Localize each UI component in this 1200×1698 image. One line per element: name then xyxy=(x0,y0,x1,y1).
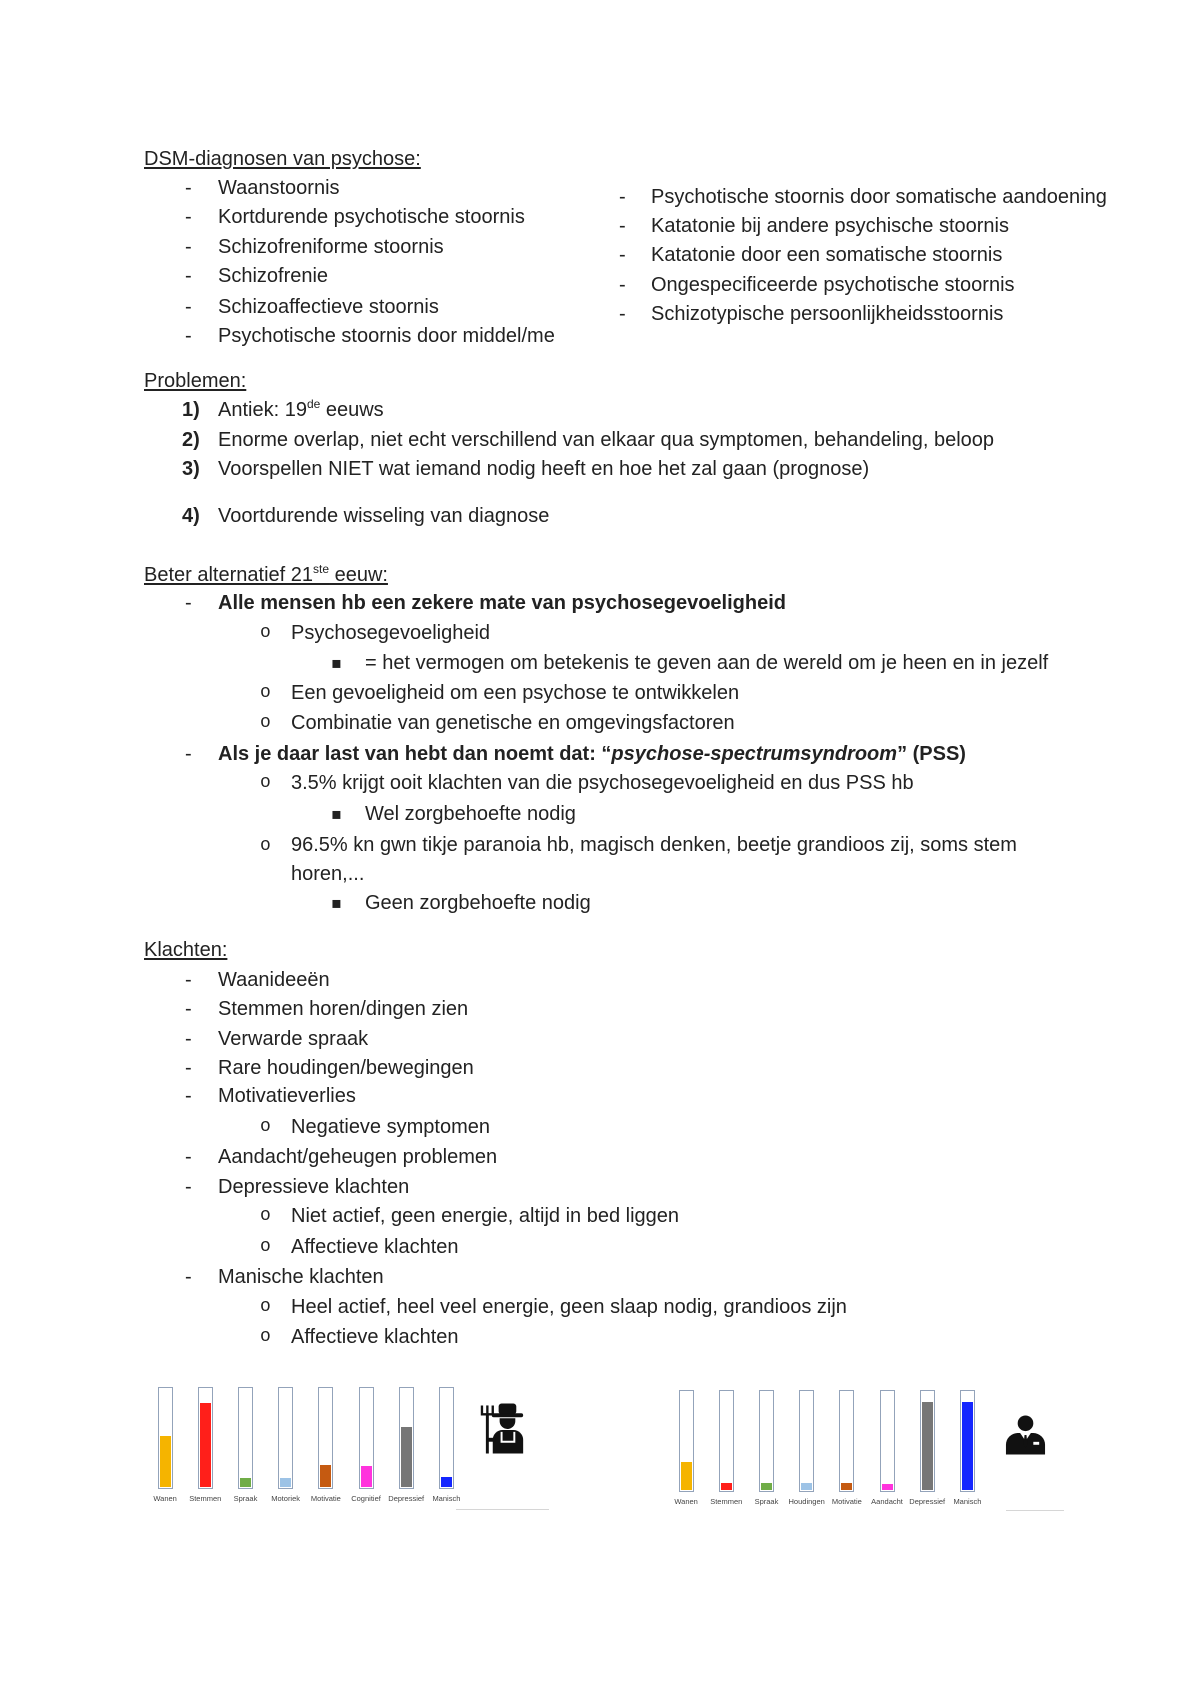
sub-item-text: Combinatie van genetische en omgevingsfactoren xyxy=(291,712,735,734)
diagnosis-text: Schizofrenie xyxy=(218,265,329,287)
alternatief-heading-row xyxy=(0,563,1200,587)
dash-bullet: - xyxy=(185,592,192,614)
complaint-item xyxy=(0,1027,1200,1051)
bar-slot xyxy=(787,1390,827,1506)
klachten-heading: Klachten: xyxy=(144,939,228,961)
sub-sub-item-text: = het vermogen om betekenis te geven aan de wereld om je heen en in jezelf xyxy=(365,652,1049,674)
bar-manisch xyxy=(962,1402,973,1490)
problem-text-part: Antiek: 19 xyxy=(218,399,307,421)
bar-slot xyxy=(907,1390,947,1506)
bar-label: Motivatie xyxy=(310,1494,341,1503)
complaint-sub-text: Niet actief, geen energie, altijd in bed liggen xyxy=(291,1205,680,1227)
diagnosis-text: Psychotische stoornis door middel/me xyxy=(218,325,555,347)
dash-bullet: - xyxy=(185,265,192,287)
circle-bullet: o xyxy=(260,683,271,703)
problem-text: Voorspellen NIET wat iemand nodig heeft en hoe het zal gaan (prognose) xyxy=(218,458,870,480)
complaint-sub-text: Heel actief, heel veel energie, geen slaap nodig, grandioos zijn xyxy=(291,1296,847,1318)
farmer-icon xyxy=(480,1402,531,1454)
complaint-sub-item xyxy=(0,1204,1200,1228)
bar-tube xyxy=(439,1387,454,1489)
complaint-text: Verwarde spraak xyxy=(218,1028,369,1050)
bar-stemmen xyxy=(200,1403,211,1487)
problem-item xyxy=(0,398,1200,422)
bar-label: Wanen xyxy=(153,1494,177,1503)
complaint-text: Manische klachten xyxy=(218,1266,384,1288)
bar-stemmen xyxy=(721,1483,732,1490)
list-number: 3) xyxy=(182,458,200,480)
bar-slot xyxy=(947,1390,987,1506)
bar-tube xyxy=(799,1390,814,1492)
bar-tube xyxy=(359,1387,374,1489)
bar-spraak xyxy=(240,1478,251,1487)
bar-label: Cognitief xyxy=(351,1494,381,1503)
bar-label: Wanen xyxy=(674,1497,698,1506)
dash-bullet: - xyxy=(619,244,626,266)
bar-manisch xyxy=(441,1477,452,1487)
list-item xyxy=(0,711,1200,735)
diagnosis-text: Schizoaffectieve stoornis xyxy=(218,296,439,318)
complaint-sub-text: Affectieve klachten xyxy=(291,1236,459,1258)
bar-slot xyxy=(706,1390,746,1506)
complaint-text: Rare houdingen/bewegingen xyxy=(218,1057,474,1079)
complaint-sub-item xyxy=(0,1115,1200,1139)
statement-text-part: ” (PSS) xyxy=(897,743,966,765)
bar-label: Motoriek xyxy=(271,1494,301,1503)
dsm-right-item xyxy=(0,243,1200,267)
dash-bullet: - xyxy=(185,1085,192,1107)
bar-tube xyxy=(318,1387,333,1489)
diagnosis-text: Kortdurende psychotische stoornis xyxy=(218,206,525,228)
list-item xyxy=(0,621,1200,645)
symptom-bar-chart-farmer xyxy=(145,1387,467,1503)
diagnosis-text: Katatonie door een somatische stoornis xyxy=(651,244,1003,266)
complaint-text: Motivatieverlies xyxy=(218,1085,356,1107)
bar-tube xyxy=(399,1387,414,1489)
statement-text-part: Als je daar last van hebt dan noemt dat: “ xyxy=(218,743,612,765)
dash-bullet: - xyxy=(185,969,192,991)
complaint-item xyxy=(0,968,1200,992)
square-bullet: ▪ xyxy=(331,653,342,672)
problem-item xyxy=(0,504,1200,528)
bar-cognitief xyxy=(361,1466,372,1487)
list-number: 2) xyxy=(182,429,200,451)
list-item xyxy=(0,802,1200,826)
complaint-item xyxy=(0,1175,1200,1199)
bar-tube xyxy=(198,1387,213,1489)
bar-slot xyxy=(346,1387,386,1503)
sub-item-text: 3.5% krijgt ooit klachten van die psychosegevoeligheid en dus PSS hb xyxy=(291,772,914,794)
dash-bullet: - xyxy=(619,215,626,237)
sub-item-text: 96.5% kn gwn tikje paranoia hb, magisch denken, beetje grandioos zij, soms stem horen,... xyxy=(291,834,1017,885)
bar-tube xyxy=(880,1390,895,1492)
bar-slot xyxy=(266,1387,306,1503)
bold-statement xyxy=(218,742,966,766)
bar-tube xyxy=(960,1390,975,1492)
complaint-sub-item xyxy=(0,1325,1200,1349)
list-item xyxy=(0,591,1200,615)
dash-bullet: - xyxy=(185,325,192,347)
sub-sub-item-text: Geen zorgbehoefte nodig xyxy=(365,892,591,914)
problem-text-part: eeuws xyxy=(320,399,384,421)
bar-label: Aandacht xyxy=(871,1497,903,1506)
dash-bullet: - xyxy=(185,177,192,199)
circle-bullet: o xyxy=(260,1237,271,1257)
bar-slot xyxy=(386,1387,426,1503)
dash-bullet: - xyxy=(619,186,626,208)
dash-bullet: - xyxy=(185,1028,192,1050)
dsm-left-item xyxy=(0,324,1200,348)
complaint-sub-item xyxy=(0,1235,1200,1259)
bar-motivatie xyxy=(841,1483,852,1490)
bar-tube xyxy=(238,1387,253,1489)
bar-slot xyxy=(426,1387,466,1503)
alternatief-heading xyxy=(144,563,388,587)
circle-bullet: o xyxy=(260,1327,271,1347)
bar-spraak xyxy=(761,1483,772,1490)
circle-bullet: o xyxy=(260,623,271,643)
heading-text-part: Beter alternatief 21 xyxy=(144,564,313,586)
bar-houdingen xyxy=(801,1483,812,1490)
circle-bullet: o xyxy=(260,1297,271,1317)
circle-bullet: o xyxy=(260,1206,271,1226)
bold-statement: Alle mensen hb een zekere mate van psychosegevoeligheid xyxy=(218,592,786,614)
dash-bullet: - xyxy=(185,206,192,228)
bar-tube xyxy=(719,1390,734,1492)
bar-slot xyxy=(867,1390,907,1506)
bar-label: Stemmen xyxy=(710,1497,743,1506)
diagnosis-text: Psychotische stoornis door somatische aandoening xyxy=(651,186,1107,208)
circle-bullet: o xyxy=(260,713,271,733)
diagnosis-text: Schizotypische persoonlijkheidsstoornis xyxy=(651,303,1004,325)
chart-underline xyxy=(1006,1510,1064,1511)
dsm-right-item xyxy=(0,214,1200,238)
complaint-sub-text: Negatieve symptomen xyxy=(291,1116,490,1138)
complaint-item xyxy=(0,1056,1200,1080)
diagnosis-text: Schizofreniforme stoornis xyxy=(218,236,444,258)
complaint-text: Aandacht/geheugen problemen xyxy=(218,1146,498,1168)
list-item xyxy=(0,771,1200,795)
problem-text: Voortdurende wisseling van diagnose xyxy=(218,505,550,527)
bar-aandacht xyxy=(882,1484,893,1490)
superscript: de xyxy=(306,397,321,411)
sub-sub-item-text: Wel zorgbehoefte nodig xyxy=(365,803,576,825)
list-item xyxy=(0,651,1200,675)
bar-tube xyxy=(759,1390,774,1492)
diagnosis-text: Katatonie bij andere psychische stoornis xyxy=(651,215,1009,237)
bar-label: Manisch xyxy=(953,1497,982,1506)
superscript: ste xyxy=(313,562,330,576)
complaint-text: Depressieve klachten xyxy=(218,1176,410,1198)
circle-bullet: o xyxy=(260,773,271,793)
problemen-heading: Problemen: xyxy=(144,370,247,392)
bar-wanen xyxy=(160,1436,171,1487)
bar-label: Houdingen xyxy=(788,1497,825,1506)
list-number: 4) xyxy=(182,505,200,527)
bar-label: Spraak xyxy=(233,1494,258,1503)
bar-label: Depressief xyxy=(388,1494,425,1503)
bar-label: Manisch xyxy=(432,1494,461,1503)
dash-bullet: - xyxy=(185,998,192,1020)
bar-slot xyxy=(145,1387,185,1503)
bar-tube xyxy=(920,1390,935,1492)
problem-text xyxy=(218,398,384,422)
problemen-heading-row xyxy=(0,369,1200,393)
complaint-item xyxy=(0,1084,1200,1108)
bar-wanen xyxy=(681,1462,692,1490)
bar-tube xyxy=(158,1387,173,1489)
dash-bullet: - xyxy=(185,743,192,765)
bar-motoriek xyxy=(280,1478,291,1487)
bar-motivatie xyxy=(320,1465,331,1487)
bar-slot xyxy=(746,1390,786,1506)
circle-bullet: o xyxy=(260,836,271,856)
bar-label: Depressief xyxy=(909,1497,946,1506)
heading-text-part: eeuw: xyxy=(329,564,388,586)
bar-label: Spraak xyxy=(754,1497,779,1506)
farmer-icon-graphic xyxy=(480,1402,531,1454)
sub-item-text: Psychosegevoeligheid xyxy=(291,622,491,644)
dash-bullet: - xyxy=(185,1146,192,1168)
dsm-heading-row xyxy=(0,147,1200,171)
diagnosis-text: Waanstoornis xyxy=(218,177,340,199)
complaint-sub-text: Affectieve klachten xyxy=(291,1326,459,1348)
dash-bullet: - xyxy=(619,303,626,325)
dash-bullet: - xyxy=(185,236,192,258)
circle-bullet: o xyxy=(260,1117,271,1137)
square-bullet: ▪ xyxy=(331,804,342,823)
diagnosis-text: Ongespecificeerde psychotische stoornis xyxy=(651,274,1015,296)
list-item xyxy=(0,681,1200,705)
dsm-right-item xyxy=(0,302,1200,326)
bar-label: Stemmen xyxy=(189,1494,222,1503)
problem-item xyxy=(0,428,1200,452)
bar-slot xyxy=(666,1390,706,1506)
bar-depressief xyxy=(922,1402,933,1490)
dsm-heading: DSM-diagnosen van psychose: xyxy=(144,148,421,170)
complaint-item xyxy=(0,997,1200,1021)
chart-underline xyxy=(456,1509,549,1510)
dash-bullet: - xyxy=(185,1176,192,1198)
square-bullet: ▪ xyxy=(331,893,342,912)
dsm-right-item xyxy=(0,185,1200,209)
bar-label: Motivatie xyxy=(831,1497,862,1506)
businessman-icon-graphic xyxy=(1004,1415,1047,1455)
problem-text: Enorme overlap, niet echt verschillend van elkaar qua symptomen, behandeling, beloop xyxy=(218,429,995,451)
bar-tube xyxy=(278,1387,293,1489)
klachten-heading-row xyxy=(0,938,1200,962)
list-item xyxy=(0,742,1200,766)
bar-depressief xyxy=(401,1427,412,1487)
complaint-item xyxy=(0,1265,1200,1289)
dash-bullet: - xyxy=(185,1266,192,1288)
bar-slot xyxy=(225,1387,265,1503)
dsm-right-item xyxy=(0,273,1200,297)
dash-bullet: - xyxy=(185,1057,192,1079)
bar-tube xyxy=(679,1390,694,1492)
bar-slot xyxy=(185,1387,225,1503)
complaint-item xyxy=(0,1145,1200,1169)
businessman-icon xyxy=(1004,1415,1047,1455)
sub-item-text: Een gevoeligheid om een psychose te ontwikkelen xyxy=(291,682,740,704)
symptom-bar-chart-businessman xyxy=(666,1390,988,1506)
complaint-sub-item xyxy=(0,1295,1200,1319)
term-pss: psychose-spectrumsyndroom xyxy=(611,743,898,765)
bar-slot xyxy=(306,1387,346,1503)
bar-slot xyxy=(827,1390,867,1506)
dash-bullet: - xyxy=(185,296,192,318)
problem-item xyxy=(0,457,1200,481)
bar-tube xyxy=(839,1390,854,1492)
dash-bullet: - xyxy=(619,274,626,296)
list-item xyxy=(0,891,1200,915)
complaint-text: Stemmen horen/dingen zien xyxy=(218,998,469,1020)
list-number: 1) xyxy=(182,399,200,421)
complaint-text: Waanideeën xyxy=(218,969,330,991)
